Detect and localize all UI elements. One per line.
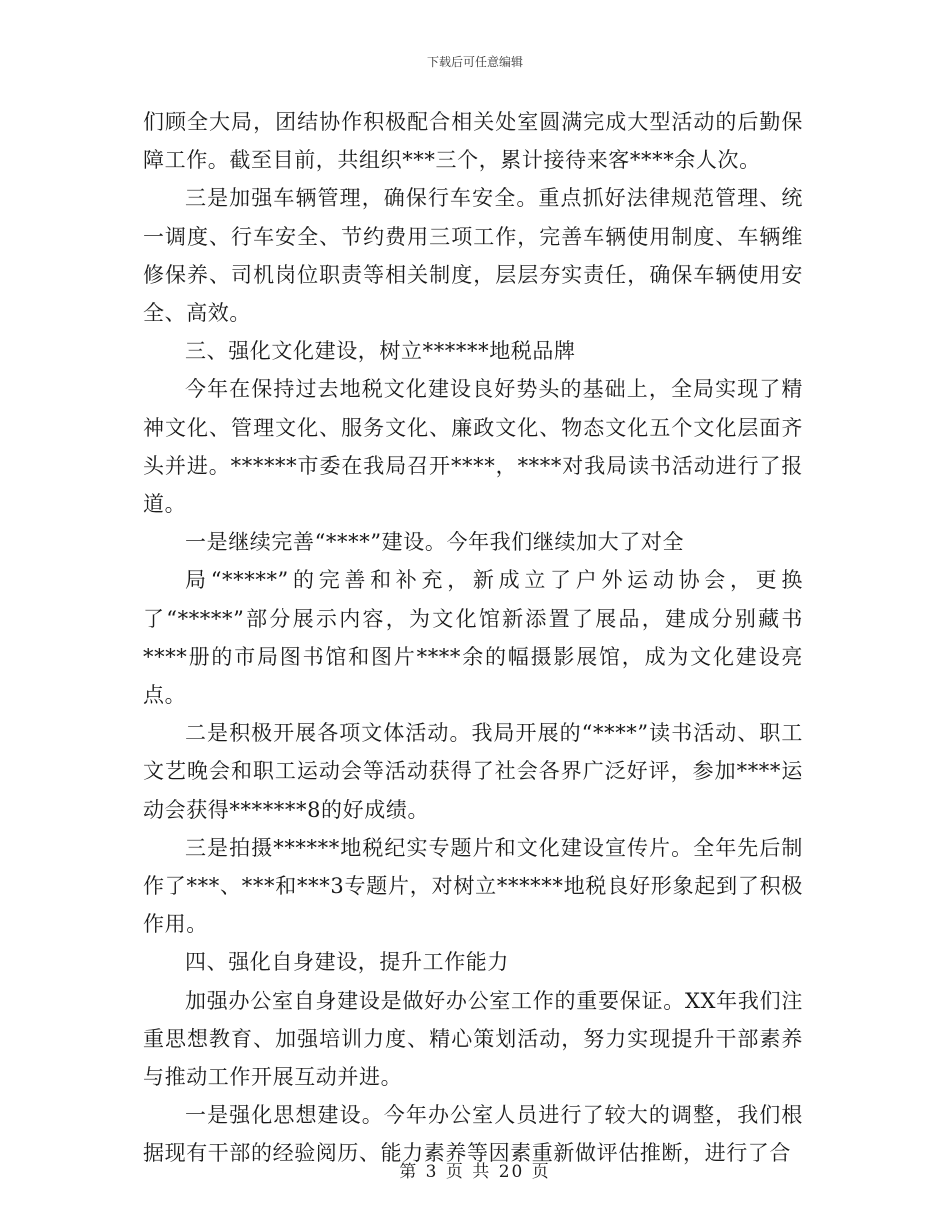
paragraph-2: 三是加强车辆管理，确保行车安全。重点抓好法律规范管理、统一调度、行车安全、节约费用三项工作，完善车辆使用制度、车辆维修保养、司机岗位职责等相关制度，层层夯实责任，确保车辆使用安全、高效。 <box>143 186 803 326</box>
section-heading-3: 三、强化文化建设，树立******地税品牌 <box>185 339 576 364</box>
paragraph-4: 今年在保持过去地税文化建设良好势头的基础上，全局实现了精神文化、管理文化、服务文化、廉政文化、物态文化五个文化层面齐头并进。******市委在我局召开****，****对我局读书活动进行了报道。 <box>143 377 803 517</box>
page-footer: 第 3 页 共 20 页 <box>399 1162 551 1182</box>
paragraph-5: 一是继续完善“****”建设。今年我们继续加大了对全 <box>185 530 685 555</box>
document-body <box>143 103 803 1173</box>
paragraph-1: 们顾全大局，团结协作积极配合相关处室圆满完成大型活动的后勤保障工作。截至目前，共组织***三个，累计接待来客****余人次。 <box>143 110 803 173</box>
page-header: 下载后可任意编辑 <box>426 55 523 69</box>
paragraph-11: 一是强化思想建设。今年办公室人员进行了较大的调整，我们根据现有干部的经验阅历、能力素养等因素重新做评估推断，进行了合 <box>143 1103 803 1166</box>
paragraph-6: 局“*****”的完善和补充，新成立了户外运动协会，更换了“*****”部分展示内容，为文化馆新添置了展品，建成分别藏书****册的市局图书馆和图片****余的幅摄影展馆，成为文化建设亮点。 <box>143 568 803 708</box>
paragraph-10: 加强办公室自身建设是做好办公室工作的重要保证。XX年我们注重思想教育、加强培训力度、精心策划活动，努力实现提升干部素养与推动工作开展互动并进。 <box>143 988 803 1090</box>
paragraph-7: 二是积极开展各项文体活动。我局开展的“****”读书活动、职工文艺晚会和职工运动会等活动获得了社会各界广泛好评，参加****运动会获得*******8的好成绩。 <box>143 721 803 822</box>
section-heading-4: 四、强化自身建设，提升工作能力 <box>185 950 509 975</box>
paragraph-8: 三是拍摄******地税纪实专题片和文化建设宣传片。全年先后制作了***、***和***3专题片，对树立******地税良好形象起到了积极作用。 <box>143 835 803 937</box>
